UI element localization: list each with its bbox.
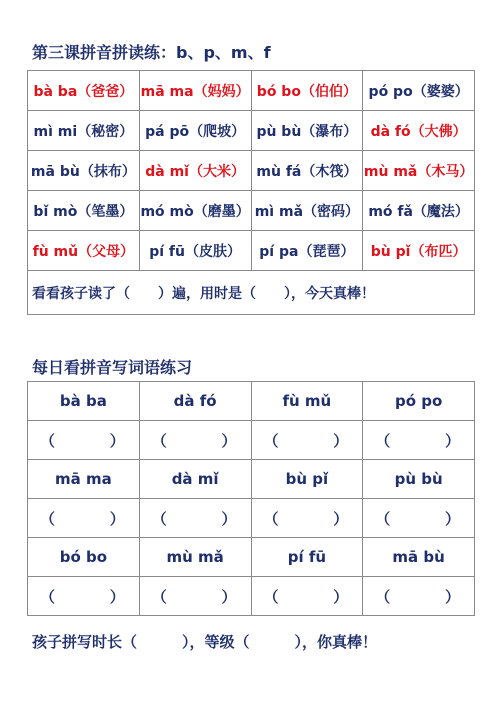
close-paren: ）: [333, 587, 349, 606]
answer-blank[interactable]: [363, 421, 475, 460]
open-paren: （: [151, 587, 167, 606]
close-paren: ）: [221, 509, 237, 528]
pinyin-prompt: dà mǐ: [139, 460, 251, 499]
answer-blank[interactable]: [251, 577, 363, 616]
pinyin-prompt: bó bo: [28, 538, 140, 577]
pinyin-word-cell: pí pa（琵琶）: [251, 231, 363, 271]
answer-blank[interactable]: [251, 421, 363, 460]
close-paren: ）: [333, 509, 349, 528]
answer-blank[interactable]: [28, 577, 140, 616]
answer-row: [28, 499, 475, 538]
open-paren: （: [40, 587, 56, 606]
pinyin-word-cell: mó fǎ（魔法）: [363, 191, 475, 231]
writing-footer: 孩子拼写时长（ ），等级（ ），你真棒！: [32, 633, 378, 651]
close-paren: ）: [109, 431, 125, 450]
open-paren: （: [375, 431, 391, 450]
pinyin-prompt: pù bù: [363, 460, 475, 499]
close-paren: ）: [221, 431, 237, 450]
pinyin-word-cell: mā bù（抹布）: [28, 151, 140, 191]
open-paren: （: [375, 587, 391, 606]
pinyin-word-cell: fù mǔ（父母）: [28, 231, 140, 271]
section1-title: 第三课拼音拼读练：b、p、m、f: [32, 43, 271, 62]
pinyin-row: [28, 538, 475, 577]
close-paren: ）: [333, 431, 349, 450]
pinyin-row: [28, 460, 475, 499]
pinyin-word-cell: mó mò（磨墨）: [139, 191, 251, 231]
pinyin-word-cell: pù bù（瀑布）: [251, 111, 363, 151]
table-row: [28, 191, 475, 231]
pinyin-word-cell: mù fá（木筏）: [251, 151, 363, 191]
answer-blank[interactable]: [139, 421, 251, 460]
table-row: [28, 71, 475, 111]
close-paren: ）: [444, 587, 460, 606]
pinyin-prompt: pó po: [363, 382, 475, 421]
pinyin-prompt: mā bù: [363, 538, 475, 577]
table-row: [28, 151, 475, 191]
pinyin-prompt: pí fū: [251, 538, 363, 577]
pinyin-word-cell: mì mǎ（密码）: [251, 191, 363, 231]
pinyin-prompt: fù mǔ: [251, 382, 363, 421]
open-paren: （: [151, 509, 167, 528]
reading-practice-table: [27, 70, 475, 315]
open-paren: （: [40, 509, 56, 528]
answer-row: [28, 577, 475, 616]
pinyin-prompt: mā ma: [28, 460, 140, 499]
open-paren: （: [151, 431, 167, 450]
pinyin-prompt: bà ba: [28, 382, 140, 421]
pinyin-prompt: bù pǐ: [251, 460, 363, 499]
table-row: [28, 271, 475, 315]
close-paren: ）: [444, 431, 460, 450]
answer-blank[interactable]: [363, 577, 475, 616]
pinyin-word-cell: bà ba（爸爸）: [28, 71, 140, 111]
open-paren: （: [40, 431, 56, 450]
answer-blank[interactable]: [28, 499, 140, 538]
answer-blank[interactable]: [139, 577, 251, 616]
section2-title: 每日看拼音写词语练习: [32, 358, 193, 377]
close-paren: ）: [109, 587, 125, 606]
answer-row: [28, 421, 475, 460]
pinyin-word-cell: bù pǐ（布匹）: [363, 231, 475, 271]
pinyin-word-cell: pí fū（皮肤）: [139, 231, 251, 271]
answer-blank[interactable]: [363, 499, 475, 538]
close-paren: ）: [109, 509, 125, 528]
pinyin-word-cell: mā ma（妈妈）: [139, 71, 251, 111]
pinyin-word-cell: bǐ mò（笔墨）: [28, 191, 140, 231]
reading-footer: 看看孩子读了（ ）遍，用时是（ ），今天真棒！: [28, 271, 475, 315]
pinyin-word-cell: pó po（婆婆）: [363, 71, 475, 111]
open-paren: （: [375, 509, 391, 528]
pinyin-row: [28, 382, 475, 421]
open-paren: （: [263, 587, 279, 606]
table-row: [28, 231, 475, 271]
pinyin-prompt: dà fó: [139, 382, 251, 421]
pinyin-word-cell: mù mǎ（木马）: [363, 151, 475, 191]
table-row: [28, 111, 475, 151]
pinyin-word-cell: bó bo（伯伯）: [251, 71, 363, 111]
close-paren: ）: [221, 587, 237, 606]
pinyin-prompt: mù mǎ: [139, 538, 251, 577]
pinyin-word-cell: pá pō（爬坡）: [139, 111, 251, 151]
pinyin-word-cell: dà mǐ（大米）: [139, 151, 251, 191]
answer-blank[interactable]: [139, 499, 251, 538]
open-paren: （: [263, 509, 279, 528]
close-paren: ）: [444, 509, 460, 528]
writing-practice-table: [27, 381, 475, 616]
answer-blank[interactable]: [251, 499, 363, 538]
pinyin-word-cell: dà fó（大佛）: [363, 111, 475, 151]
pinyin-word-cell: mì mi（秘密）: [28, 111, 140, 151]
answer-blank[interactable]: [28, 421, 140, 460]
open-paren: （: [263, 431, 279, 450]
